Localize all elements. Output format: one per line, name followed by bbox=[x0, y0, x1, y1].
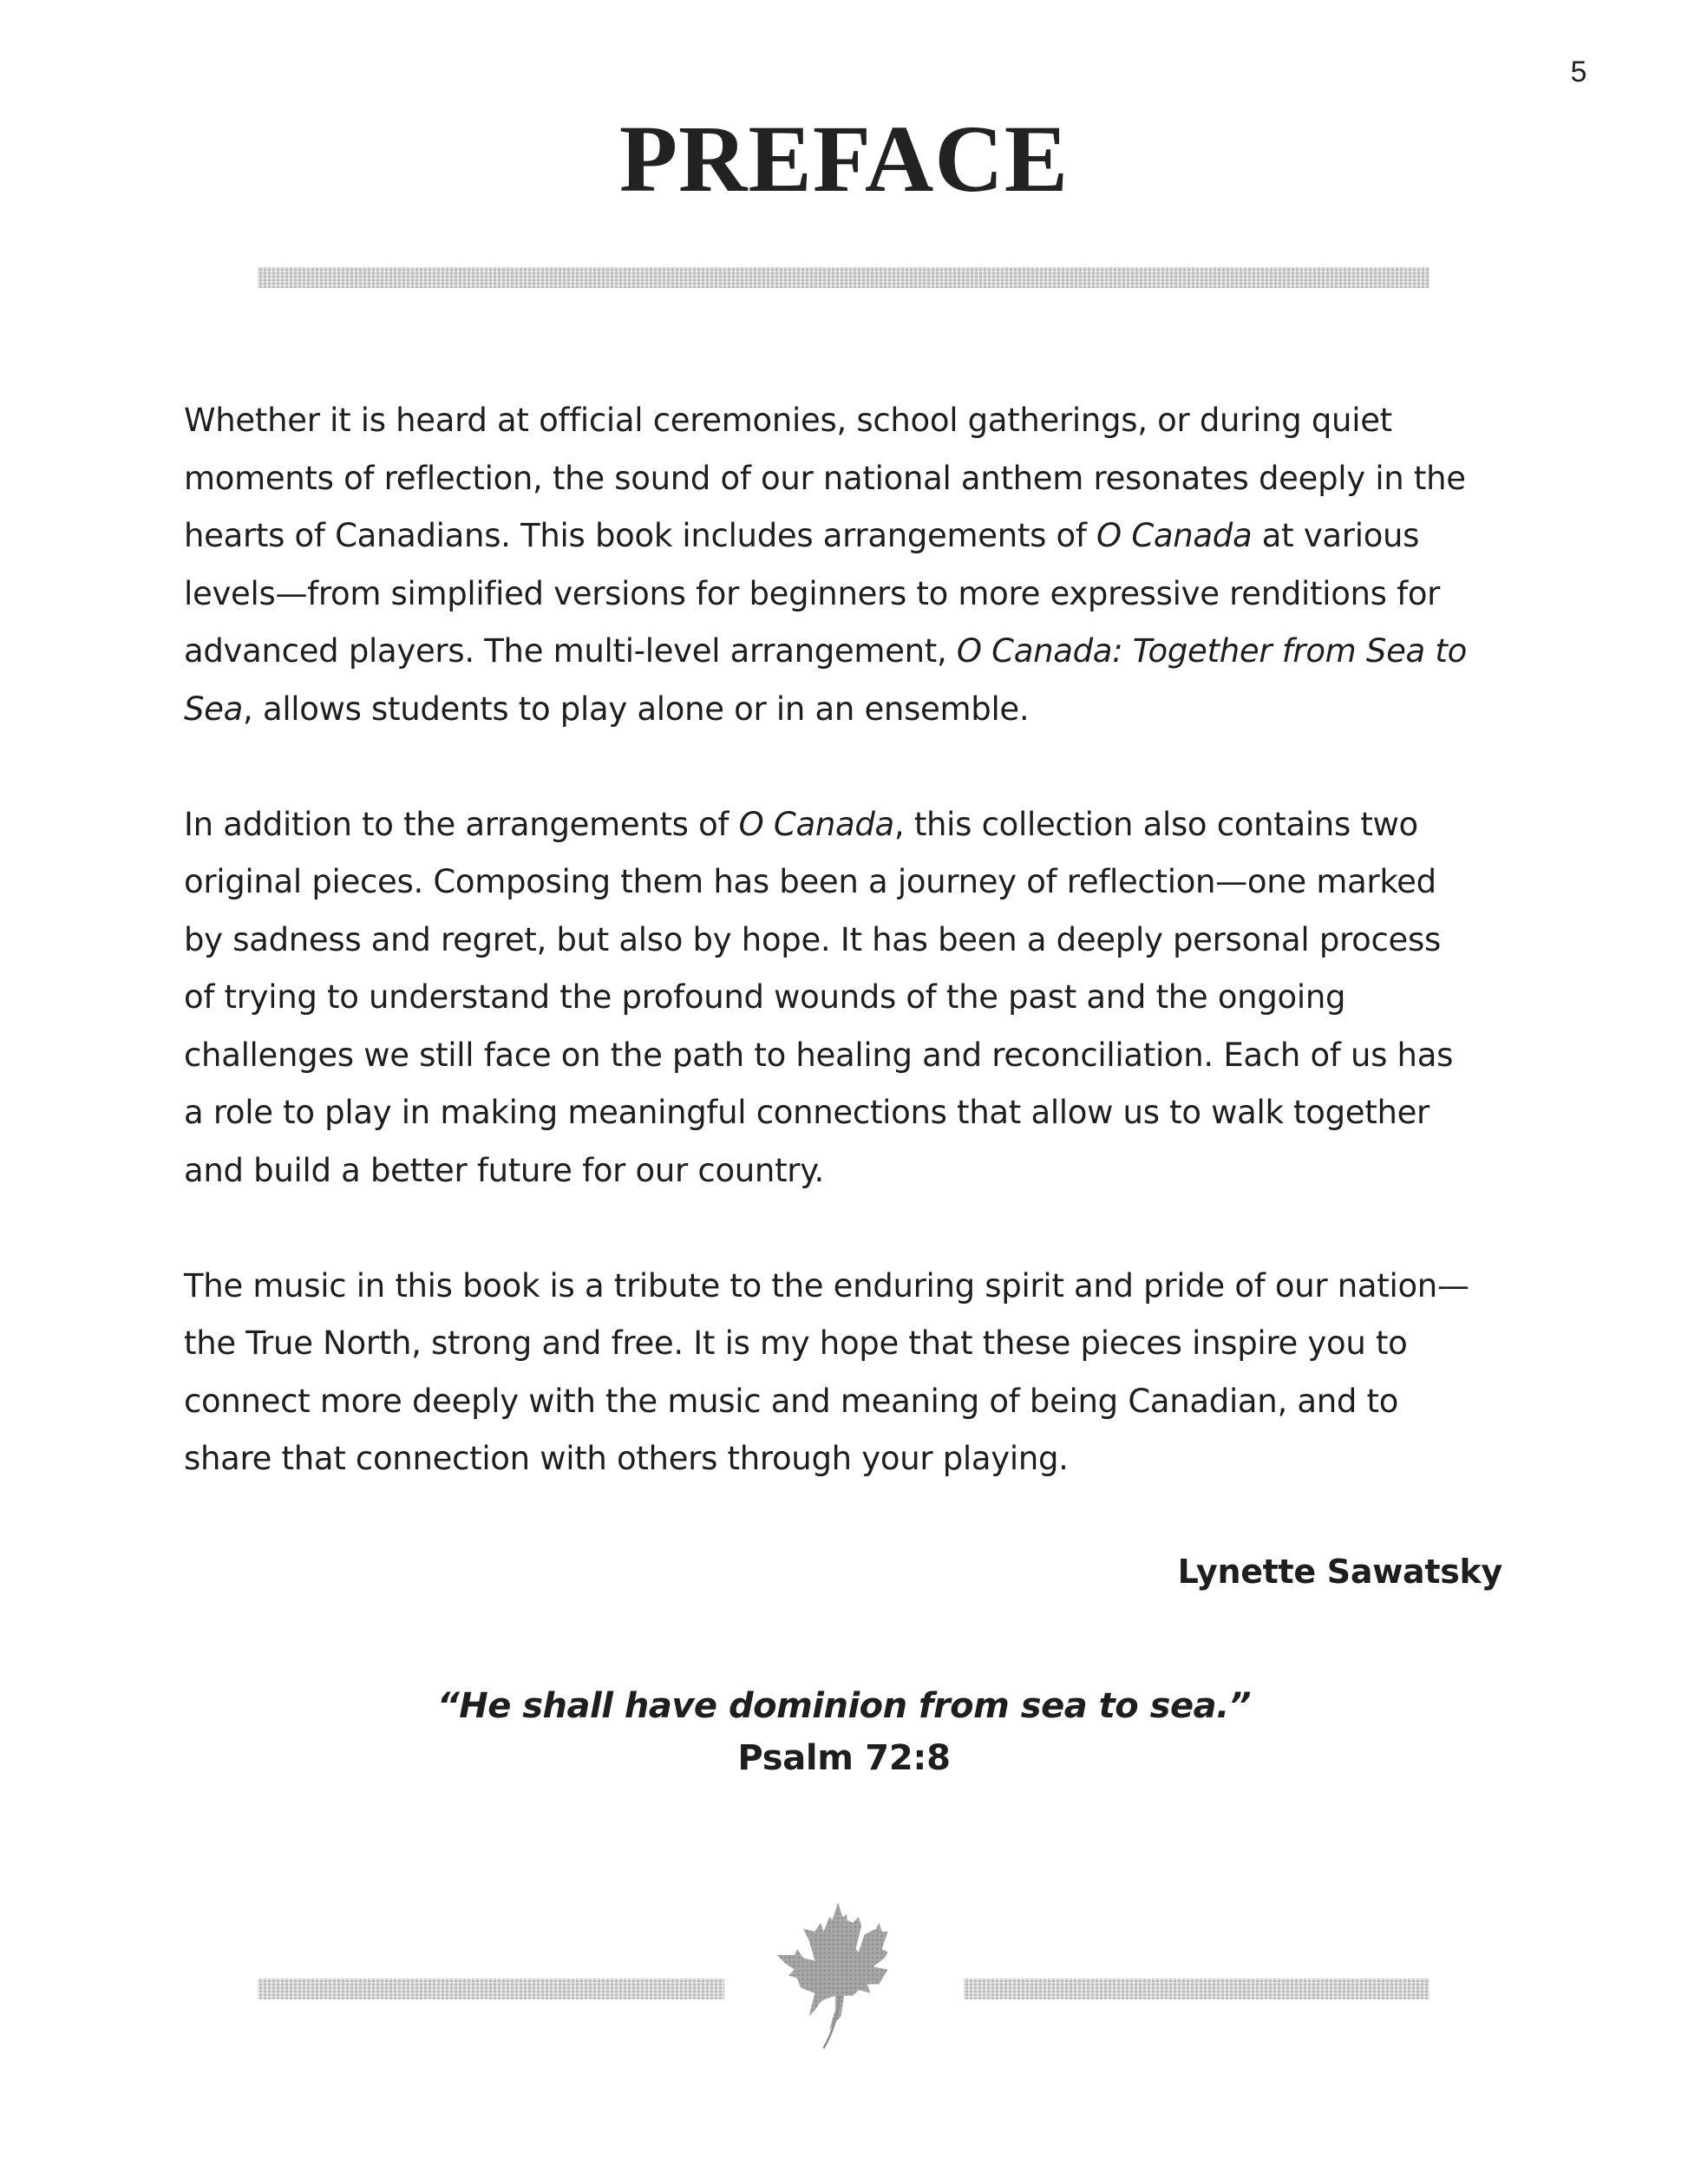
text-line bbox=[184, 1258, 1520, 1316]
text-line bbox=[184, 853, 1520, 912]
footer-divider-right bbox=[964, 1978, 1430, 1999]
text-segment: Whether it is heard at official ceremonies, school gatherings, or during quiet bbox=[184, 402, 1392, 439]
italic-title-text: O Canada bbox=[1096, 517, 1253, 554]
italic-title-text: Sea bbox=[184, 690, 244, 728]
paragraph bbox=[184, 392, 1520, 738]
epigraph-citation: Psalm 72:8 bbox=[737, 1738, 951, 1778]
text-line bbox=[184, 623, 1520, 681]
preface-body bbox=[184, 392, 1520, 1546]
text-segment: , this collection also contains two bbox=[893, 805, 1418, 843]
text-segment: and build a better future for our country. bbox=[184, 1151, 824, 1189]
text-segment: levels—from simplified versions for beginners to more expressive renditions for bbox=[184, 574, 1441, 612]
text-line bbox=[184, 912, 1520, 970]
text-line bbox=[184, 1315, 1520, 1373]
paragraph bbox=[184, 1258, 1520, 1488]
text-segment: advanced players. The multi-level arrangement, bbox=[184, 632, 957, 670]
text-line bbox=[184, 681, 1520, 739]
text-segment: connect more deeply with the music and meaning of being Canadian, and to bbox=[184, 1382, 1399, 1420]
footer-divider-left bbox=[258, 1978, 724, 1999]
text-segment: by sadness and regret, but also by hope. It has been a deeply personal process bbox=[184, 920, 1441, 958]
text-line bbox=[184, 1430, 1520, 1488]
paragraph bbox=[184, 796, 1520, 1200]
text-segment: share that connection with others through your playing. bbox=[184, 1440, 1069, 1477]
text-segment: original pieces. Composing them has been a journey of reflection—one marked bbox=[184, 863, 1436, 900]
text-segment: hearts of Canadians. This book includes arrangements of bbox=[184, 517, 1097, 554]
text-line bbox=[184, 1373, 1520, 1431]
text-segment: a role to play in making meaningful connections that allow us to walk together bbox=[184, 1094, 1430, 1131]
text-line bbox=[184, 1084, 1520, 1142]
page-title: PREFACE bbox=[618, 106, 1070, 212]
text-segment: of trying to understand the profound wounds of the past and the ongoing bbox=[184, 978, 1346, 1016]
text-segment: , allows students to play alone or in an ensemble. bbox=[243, 690, 1030, 728]
title-divider bbox=[258, 267, 1430, 288]
text-line bbox=[184, 969, 1520, 1027]
text-segment: The music in this book is a tribute to the enduring spirit and pride of our nation— bbox=[184, 1266, 1469, 1305]
italic-title-text: O Canada bbox=[738, 805, 894, 843]
text-segment: the True North, strong and free. It is my hope that these pieces inspire you to bbox=[184, 1324, 1408, 1362]
text-line bbox=[184, 392, 1520, 450]
text-line bbox=[184, 507, 1520, 566]
text-segment: In addition to the arrangements of bbox=[184, 805, 739, 843]
page-number: 5 bbox=[1570, 56, 1587, 88]
text-line bbox=[184, 796, 1520, 854]
text-line bbox=[184, 1142, 1520, 1200]
text-line bbox=[184, 566, 1520, 624]
italic-title-text: O Canada: Together from Sea to bbox=[956, 632, 1467, 670]
text-line bbox=[184, 1027, 1520, 1085]
author-signature: Lynette Sawatsky bbox=[1177, 1553, 1502, 1591]
text-segment: at various bbox=[1252, 517, 1420, 554]
epigraph-quote: “He shall have dominion from sea to sea.” bbox=[436, 1686, 1252, 1726]
maple-leaf-icon bbox=[770, 1900, 918, 2051]
text-segment: moments of reflection, the sound of our national anthem resonates deeply in the bbox=[184, 459, 1466, 497]
text-segment: challenges we still face on the path to healing and reconciliation. Each of us has bbox=[184, 1036, 1454, 1074]
text-line bbox=[184, 450, 1520, 508]
